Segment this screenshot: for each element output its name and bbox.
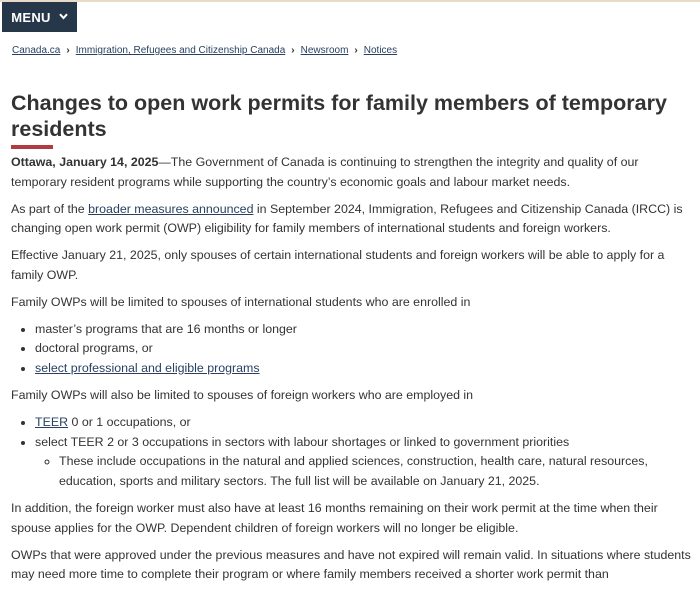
- chevron-right-icon: ›: [291, 45, 295, 56]
- paragraph-workers: Family OWPs will also be limited to spouses of foreign workers who are employed in: [11, 388, 474, 402]
- top-border: [0, 0, 700, 2]
- text: 0 or 1 occupations, or: [68, 415, 191, 429]
- chevron-right-icon: ›: [66, 45, 70, 56]
- sub-list: [35, 452, 691, 491]
- breadcrumb-link-newsroom[interactable]: Newsroom: [300, 45, 349, 56]
- page-title: Changes to open work permits for family members of temporary residents: [11, 91, 667, 141]
- text: As part of the: [11, 201, 89, 216]
- top-bar: [0, 0, 700, 34]
- dateline: Ottawa, January 14, 2025: [11, 155, 159, 169]
- list-item: • doctoral programs, or: [35, 339, 691, 359]
- chevron-down-icon: [59, 12, 68, 23]
- breadcrumb-link-canada[interactable]: Canada.ca: [12, 45, 61, 56]
- select-programs-link[interactable]: select professional and eligible programs: [35, 360, 260, 375]
- worker-occupation-list: [11, 413, 691, 491]
- list-item: [35, 359, 691, 379]
- paragraph-effective: Effective January 21, 2025, only spouses of certain international students and foreign workers will be able to apply for a family OWP.: [11, 248, 665, 282]
- list-item: ◦ These include occupations in the natural and applied sciences, construction, health care, natural resources, education, sports and military sectors. The full list will be available on January 21, 2025.: [59, 452, 691, 491]
- paragraph-intro: [11, 153, 691, 192]
- intro-text: —The Government of Canada is continuing to strengthen the integrity and quality of our temporary resident programs while supporting the country’s economic goals and labour market needs.: [11, 155, 639, 189]
- list-item: • master’s programs that are 16 months or longer: [35, 320, 691, 340]
- list-item: [35, 413, 691, 433]
- article-body: [11, 153, 691, 592]
- teer-link[interactable]: TEER: [35, 415, 69, 429]
- student-program-list: [11, 320, 691, 379]
- list-item: [35, 433, 691, 492]
- text: in September 2024, Immigration, Refugees and Citizenship Canada (IRCC) is changing open work permit (OWP) eligibility for family members of international students and foreign workers.: [11, 201, 683, 235]
- menu-button[interactable]: [2, 2, 77, 32]
- breadcrumb-link-notices[interactable]: Notices: [363, 45, 398, 56]
- paragraph-additional: In addition, the foreign worker must also have at least 16 months remaining on their work permit at the time when their spouse applies for the OWP. Dependent children of foreign workers will no longer be eligible.: [11, 501, 658, 535]
- paragraph-students: Family OWPs will be limited to spouses of international students who are enrolled in: [11, 294, 471, 309]
- text: select TEER 2 or 3 occupations in sectors with labour shortages or linked to government priorities: [35, 434, 570, 449]
- broader-measures-link[interactable]: broader measures announced: [88, 201, 254, 216]
- chevron-right-icon: ›: [354, 45, 358, 56]
- breadcrumb-link-ircc[interactable]: Immigration, Refugees and Citizenship Canada: [75, 45, 286, 56]
- title-underline: [11, 145, 53, 149]
- paragraph-measures: [11, 200, 691, 239]
- breadcrumb: [12, 45, 397, 56]
- menu-label: MENU: [11, 9, 51, 25]
- paragraph-previous: OWPs that were approved under the previous measures and have not expired will remain valid. In situations where students may need more time to complete their program or where family members received a shorter work permit than: [11, 547, 691, 581]
